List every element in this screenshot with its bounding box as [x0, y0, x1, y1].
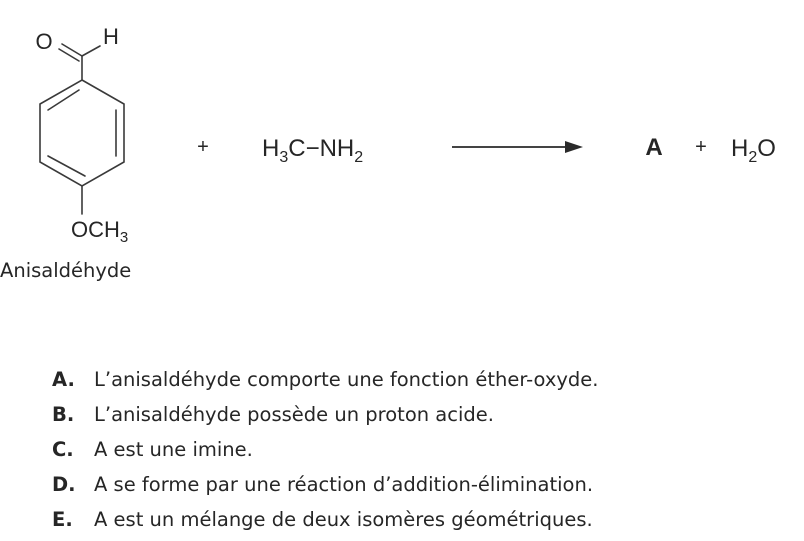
- ring-inner-bond-2: [48, 156, 85, 176]
- option-text: A est un mélange de deux isomères géométriques.: [94, 508, 593, 531]
- option-text: L’anisaldéhyde comporte une fonction éther-oxyde.: [94, 368, 599, 391]
- aldehyde-h-bond: [82, 46, 100, 56]
- reaction-arrow: [452, 141, 583, 153]
- water-o: O: [757, 135, 776, 162]
- methylamine-c-nh: C−NH: [288, 135, 355, 162]
- anisaldehyde-structure: [40, 44, 124, 214]
- option-text: A se forme par une réaction d’addition-élimination.: [94, 473, 594, 496]
- anisaldehyde-name: Anisaldéhyde: [0, 259, 132, 282]
- carbonyl-double-bond-1: [62, 44, 82, 56]
- option-letter: B.: [52, 403, 75, 426]
- methylamine-nh-subscript: 2: [354, 149, 364, 166]
- methylamine-h-subscript: 3: [279, 149, 289, 166]
- option-letter: A.: [52, 368, 75, 391]
- methoxy-label: [71, 217, 128, 246]
- question-list: [52, 362, 598, 537]
- aldehyde-hydrogen-label: H: [103, 24, 119, 49]
- carbonyl-double-bond-2: [59, 49, 79, 61]
- product-a: A: [645, 134, 663, 161]
- methylamine-formula: [262, 135, 363, 166]
- option-letter: D.: [52, 473, 76, 496]
- question-item-b: [52, 397, 598, 432]
- methoxy-main: OCH: [71, 217, 120, 242]
- carbonyl-oxygen-label: O: [35, 29, 53, 54]
- methoxy-subscript: 3: [119, 229, 129, 246]
- ring-inner-bond-3: [48, 90, 79, 110]
- question-item-e: [52, 502, 598, 537]
- option-text: L’anisaldéhyde possède un proton acide.: [94, 403, 494, 426]
- methylamine-h: H: [262, 135, 280, 162]
- question-item-d: [52, 467, 598, 502]
- benzene-ring: [40, 80, 124, 186]
- question-item-a: [52, 362, 598, 397]
- question-item-c: [52, 432, 598, 467]
- option-text: A est une imine.: [94, 438, 253, 461]
- plus-sign-1: +: [197, 136, 209, 158]
- plus-sign-2: +: [695, 136, 707, 158]
- option-letter: C.: [52, 438, 74, 461]
- water-h-subscript: 2: [748, 149, 758, 166]
- water-h: H: [731, 135, 749, 162]
- water-formula: [731, 135, 776, 166]
- option-letter: E.: [52, 508, 73, 531]
